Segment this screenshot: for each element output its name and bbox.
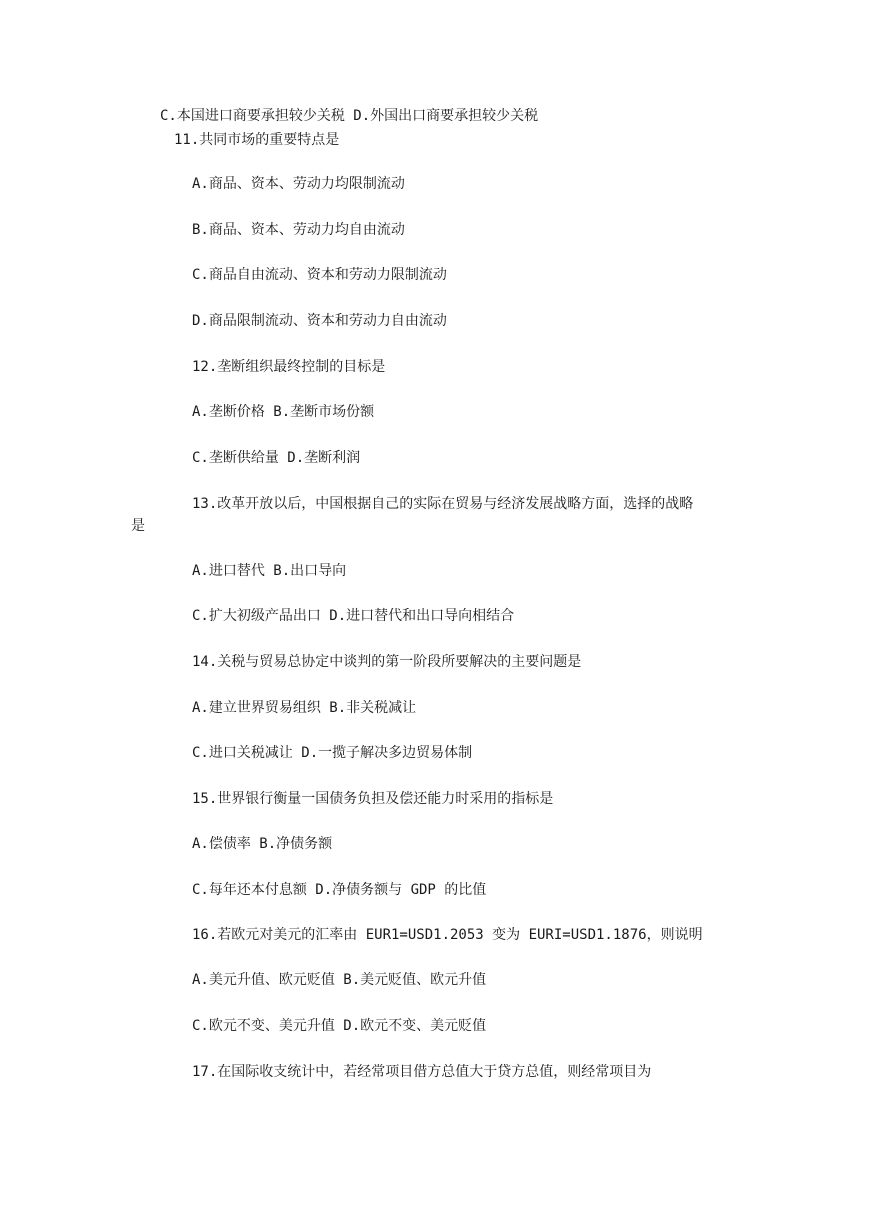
option-line-14ab: A.建立世界贸易组织 B.非关税减让 <box>192 700 417 716</box>
question-11: 11.共同市场的重要特点是 <box>174 132 340 148</box>
option-line-16ab: A.美元升值、欧元贬值 B.美元贬值、欧元升值 <box>192 972 487 988</box>
option-11a: A.商品、资本、劳动力均限制流动 <box>192 176 405 192</box>
option-line-15ab: A.偿债率 B.净债务额 <box>192 836 333 852</box>
option-line-16cd: C.欧元不变、美元升值 D.欧元不变、美元贬值 <box>192 1018 487 1034</box>
option-line-13cd: C.扩大初级产品出口 D.进口替代和出口导向相结合 <box>192 608 515 624</box>
option-line-12ab: A.垄断价格 B.垄断市场份额 <box>192 404 375 420</box>
question-14: 14.关税与贸易总协定中谈判的第一阶段所要解决的主要问题是 <box>192 654 582 670</box>
option-line-13ab: A.进口替代 B.出口导向 <box>192 563 347 579</box>
option-11c: C.商品自由流动、资本和劳动力限制流动 <box>192 267 447 283</box>
question-15: 15.世界银行衡量一国债务负担及偿还能力时采用的指标是 <box>192 791 554 807</box>
option-line-15cd: C.每年还本付息额 D.净债务额与 GDP 的比值 <box>192 882 487 898</box>
option-line-14cd: C.进口关税减让 D.一揽子解决多边贸易体制 <box>192 745 473 761</box>
option-11d: D.商品限制流动、资本和劳动力自由流动 <box>192 313 447 329</box>
question-12: 12.垄断组织最终控制的目标是 <box>192 359 386 375</box>
question-13-continuation: 是 <box>131 518 145 534</box>
option-11b: B.商品、资本、劳动力均自由流动 <box>192 222 405 238</box>
question-16: 16.若欧元对美元的汇率由 EUR1=USD1.2053 变为 EURI=USD1.1876，则说明 <box>192 927 703 943</box>
question-13: 13.改革开放以后，中国根据自己的实际在贸易与经济发展战略方面，选择的战略 <box>192 496 694 512</box>
option-line-10cd: C.本国进口商要承担较少关税 D.外国出口商要承担较少关税 <box>160 108 539 124</box>
question-17: 17.在国际收支统计中，若经常项目借方总值大于贷方总值，则经常项目为 <box>192 1064 652 1080</box>
option-line-12cd: C.垄断供给量 D.垄断利润 <box>192 450 361 466</box>
